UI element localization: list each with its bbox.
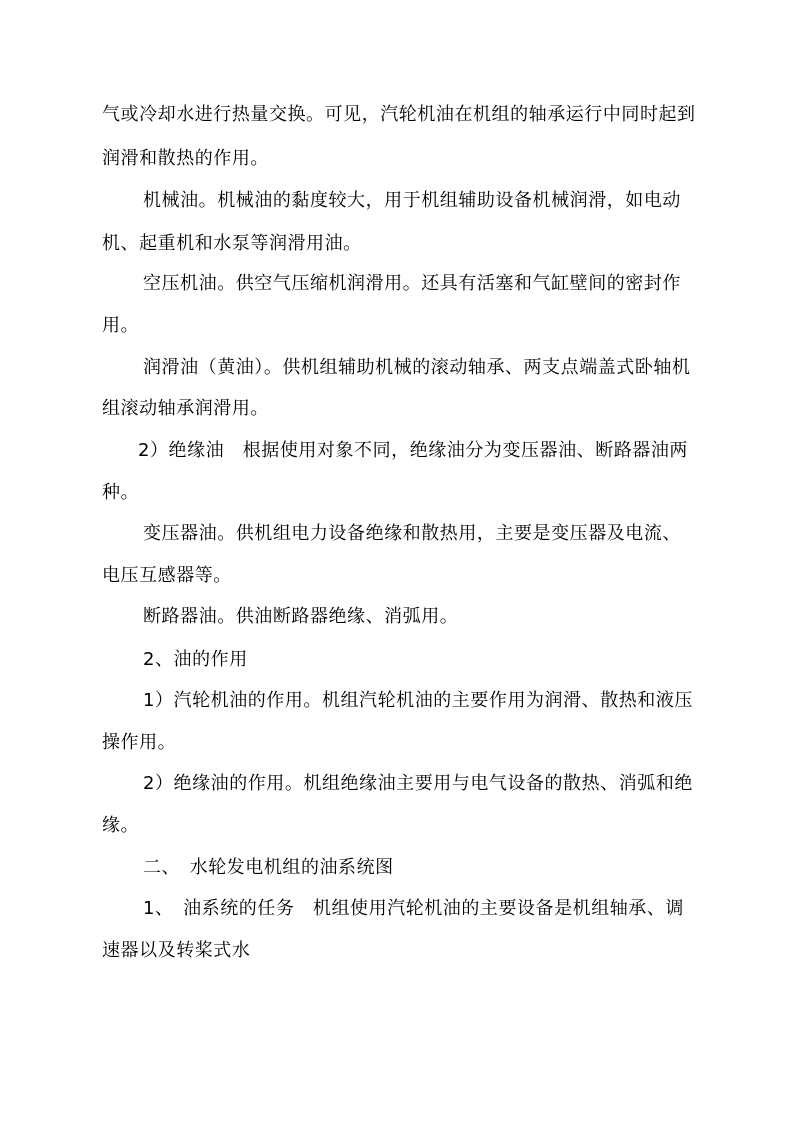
text-line: 缘。 [102,815,140,836]
text-line: 气或冷却水进行热量交换。可见，汽轮机油在机组的轴承运行中同时起到 [102,104,696,125]
text-line: 2）绝缘油的作用。机组绝缘油主要用与电气设备的散热、消弧和绝 [143,773,693,794]
text-line: 机械油。机械油的黏度较大，用于机组辅助设备机械润滑，如电动 [143,190,681,211]
text-line: 操作用。 [102,732,177,753]
text-line: 1）汽轮机油的作用。机组汽轮机油的主要作用为润滑、散热和液压 [143,690,693,711]
text-line: 2）绝缘油 根据使用对象不同，绝缘油分为变压器油、断路器油两 [138,440,688,461]
text-line: 速器以及转桨式水 [102,940,251,961]
text-line: 机、起重机和水泵等润滑用油。 [102,233,362,254]
text-line: 润滑和散热的作用。 [102,148,269,169]
text-line: 1、 油系统的任务 机组使用汽轮机油的主要设备是机组轴承、调 [143,898,684,919]
text-line: 空压机油。供空气压缩机润滑用。还具有活塞和气缸壁间的密封作 [143,273,681,294]
text-line: 润滑油（黄油）。供机组辅助机械的滚动轴承、两支点端盖式卧轴机 [143,357,691,378]
section-heading: 二、 水轮发电机组的油系统图 [143,857,394,878]
text-line: 种。 [102,482,140,503]
text-line: 组滚动轴承润滑用。 [102,398,269,419]
text-line: 断路器油。供油断路器绝缘、消弧用。 [143,606,459,627]
text-line: 变压器油。供机组电力设备绝缘和散热用，主要是变压器及电流、 [143,523,681,544]
section-heading: 2、油的作用 [143,649,248,670]
text-line: 电压互感器等。 [102,565,232,586]
text-line: 用。 [102,315,140,336]
